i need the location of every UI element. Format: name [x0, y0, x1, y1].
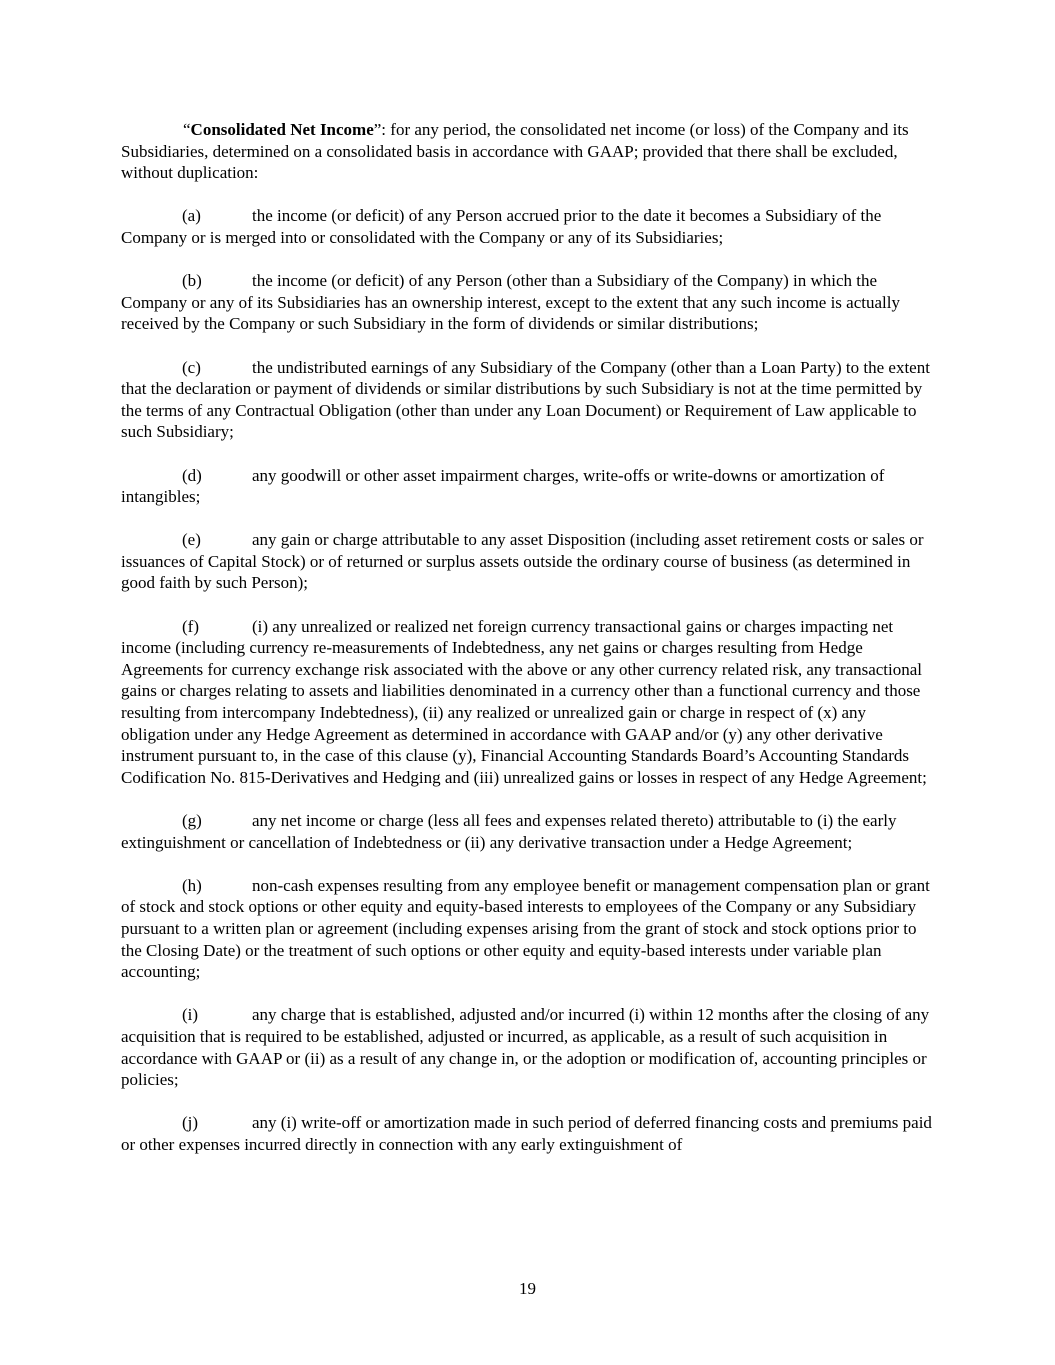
clause-text: any goodwill or other asset impairment charges, write-offs or write-downs or amortization of intangibles; — [121, 465, 885, 507]
clause-paragraph — [121, 1112, 933, 1155]
definition-section — [121, 119, 933, 1156]
defined-term: Consolidated Net Income — [190, 120, 374, 139]
clause-label: (h) — [182, 875, 202, 895]
clause-label: (f) — [182, 616, 199, 636]
clause-label: (i) — [182, 1005, 199, 1025]
clause-text: any (i) write-off or amortization made in such period of deferred financing costs and premiums paid or other expenses incurred directly in connection with any early extinguishment of — [121, 1113, 932, 1154]
clause-text: the income (or deficit) of any Person accrued prior to the date it becomes a Subsidiary of the Company or is merged into or consolidated with the Company or any of its Subsidiaries; — [121, 206, 882, 247]
page-number: 19 — [519, 1279, 536, 1298]
clause-paragraph — [121, 810, 933, 853]
clause-paragraph — [121, 270, 933, 335]
clause-label: (b) — [182, 271, 202, 291]
clause-list — [121, 205, 933, 1155]
clause-label: (d) — [182, 465, 202, 485]
clause-paragraph — [121, 529, 933, 594]
clause-paragraph — [121, 616, 933, 789]
clause-text: any net income or charge (less all fees and expenses related thereto) attributable to (i) the early extinguishment or cancellation of Indebtedness or (ii) any derivative transaction under a Hedge Agreement; — [121, 811, 897, 852]
clause-label: (c) — [182, 357, 201, 377]
clause-label: (e) — [182, 530, 201, 550]
clause-paragraph — [121, 875, 933, 983]
clause-text: the income (or deficit) of any Person (other than a Subsidiary of the Company) in which the Company or any of its Subsidiaries has an ownership interest, except to the extent that any such income is actually received by the Company or such Subsidiary in the form of dividends or similar distributions; — [121, 271, 900, 334]
clause-label: (g) — [182, 811, 202, 830]
clause-paragraph — [121, 1004, 933, 1090]
clause-text: any charge that is established, adjusted and/or incurred (i) within 12 months after the closing of any acquisition that is required to be established, adjusted or incurred, as applicable, as a result of such acquisition in accordance with GAAP or (ii) as a result of any change in, or the adoption or modification of, accounting principles or policies; — [121, 1005, 930, 1090]
definition-intro-paragraph — [121, 119, 933, 184]
clause-paragraph — [121, 205, 933, 248]
clause-text: (i) any unrealized or realized net foreign currency transactional gains or charges impacting net income (including currency re-measurements of Indebtedness, any net gains or charges resulting from Hedge Agreements for currency exchange risk associated with the above or any other currency related risk, any transactional gains or charges relating to assets and liabilities denominated in a currency other than a functional currency and those resulting from intercompany Indebtedness), (ii) any realized or unrealized gain or charge in respect of (x) any obligation under any Hedge Agreement as determined in accordance with GAAP and/or (y) any other derivative instrument pursuant to, in the case of this clause (y), Financial Accounting Standards Board’s Accounting Standards Codification No. 815-Derivatives and Hedging and (iii) unrealized gains or losses in respect of any Hedge Agreement; — [121, 616, 927, 787]
open-quote: “ — [183, 120, 191, 139]
definition-intro-text: ”: for any period, the consolidated net income (or loss) of the Company and its Subsidiaries, determined on a consolidated basis in accordance with GAAP; provided that there shall be excluded, without duplication: — [121, 120, 909, 183]
clause-text: the undistributed earnings of any Subsidiary of the Company (other than a Loan Party) to the extent that the declaration or payment of dividends or similar distributions by such Subsidiary is not at the time permitted by the terms of any Contractual Obligation (other than under any Loan Document) or Requirement of Law applicable to such Subsidiary; — [121, 357, 930, 442]
clause-label: (j) — [182, 1113, 199, 1133]
clause-text: non-cash expenses resulting from any employee benefit or management compensation plan or grant of stock and stock options or other equity and equity-based interests to employees of the Company or any Subsidiary pursuant to a written plan or agreement (including expenses arising from the grant of stock and stock options prior to the Closing Date) or the treatment of such options or other equity and equity-based interests under variable plan accounting; — [121, 875, 930, 982]
clause-paragraph — [121, 357, 933, 443]
clause-label: (a) — [182, 206, 201, 226]
clause-text: any gain or charge attributable to any asset Disposition (including asset retirement costs or sales or issuances of Capital Stock) or of returned or surplus assets outside the ordinary course of business (as determined in good faith by such Person); — [121, 530, 924, 593]
clause-paragraph — [121, 465, 933, 508]
